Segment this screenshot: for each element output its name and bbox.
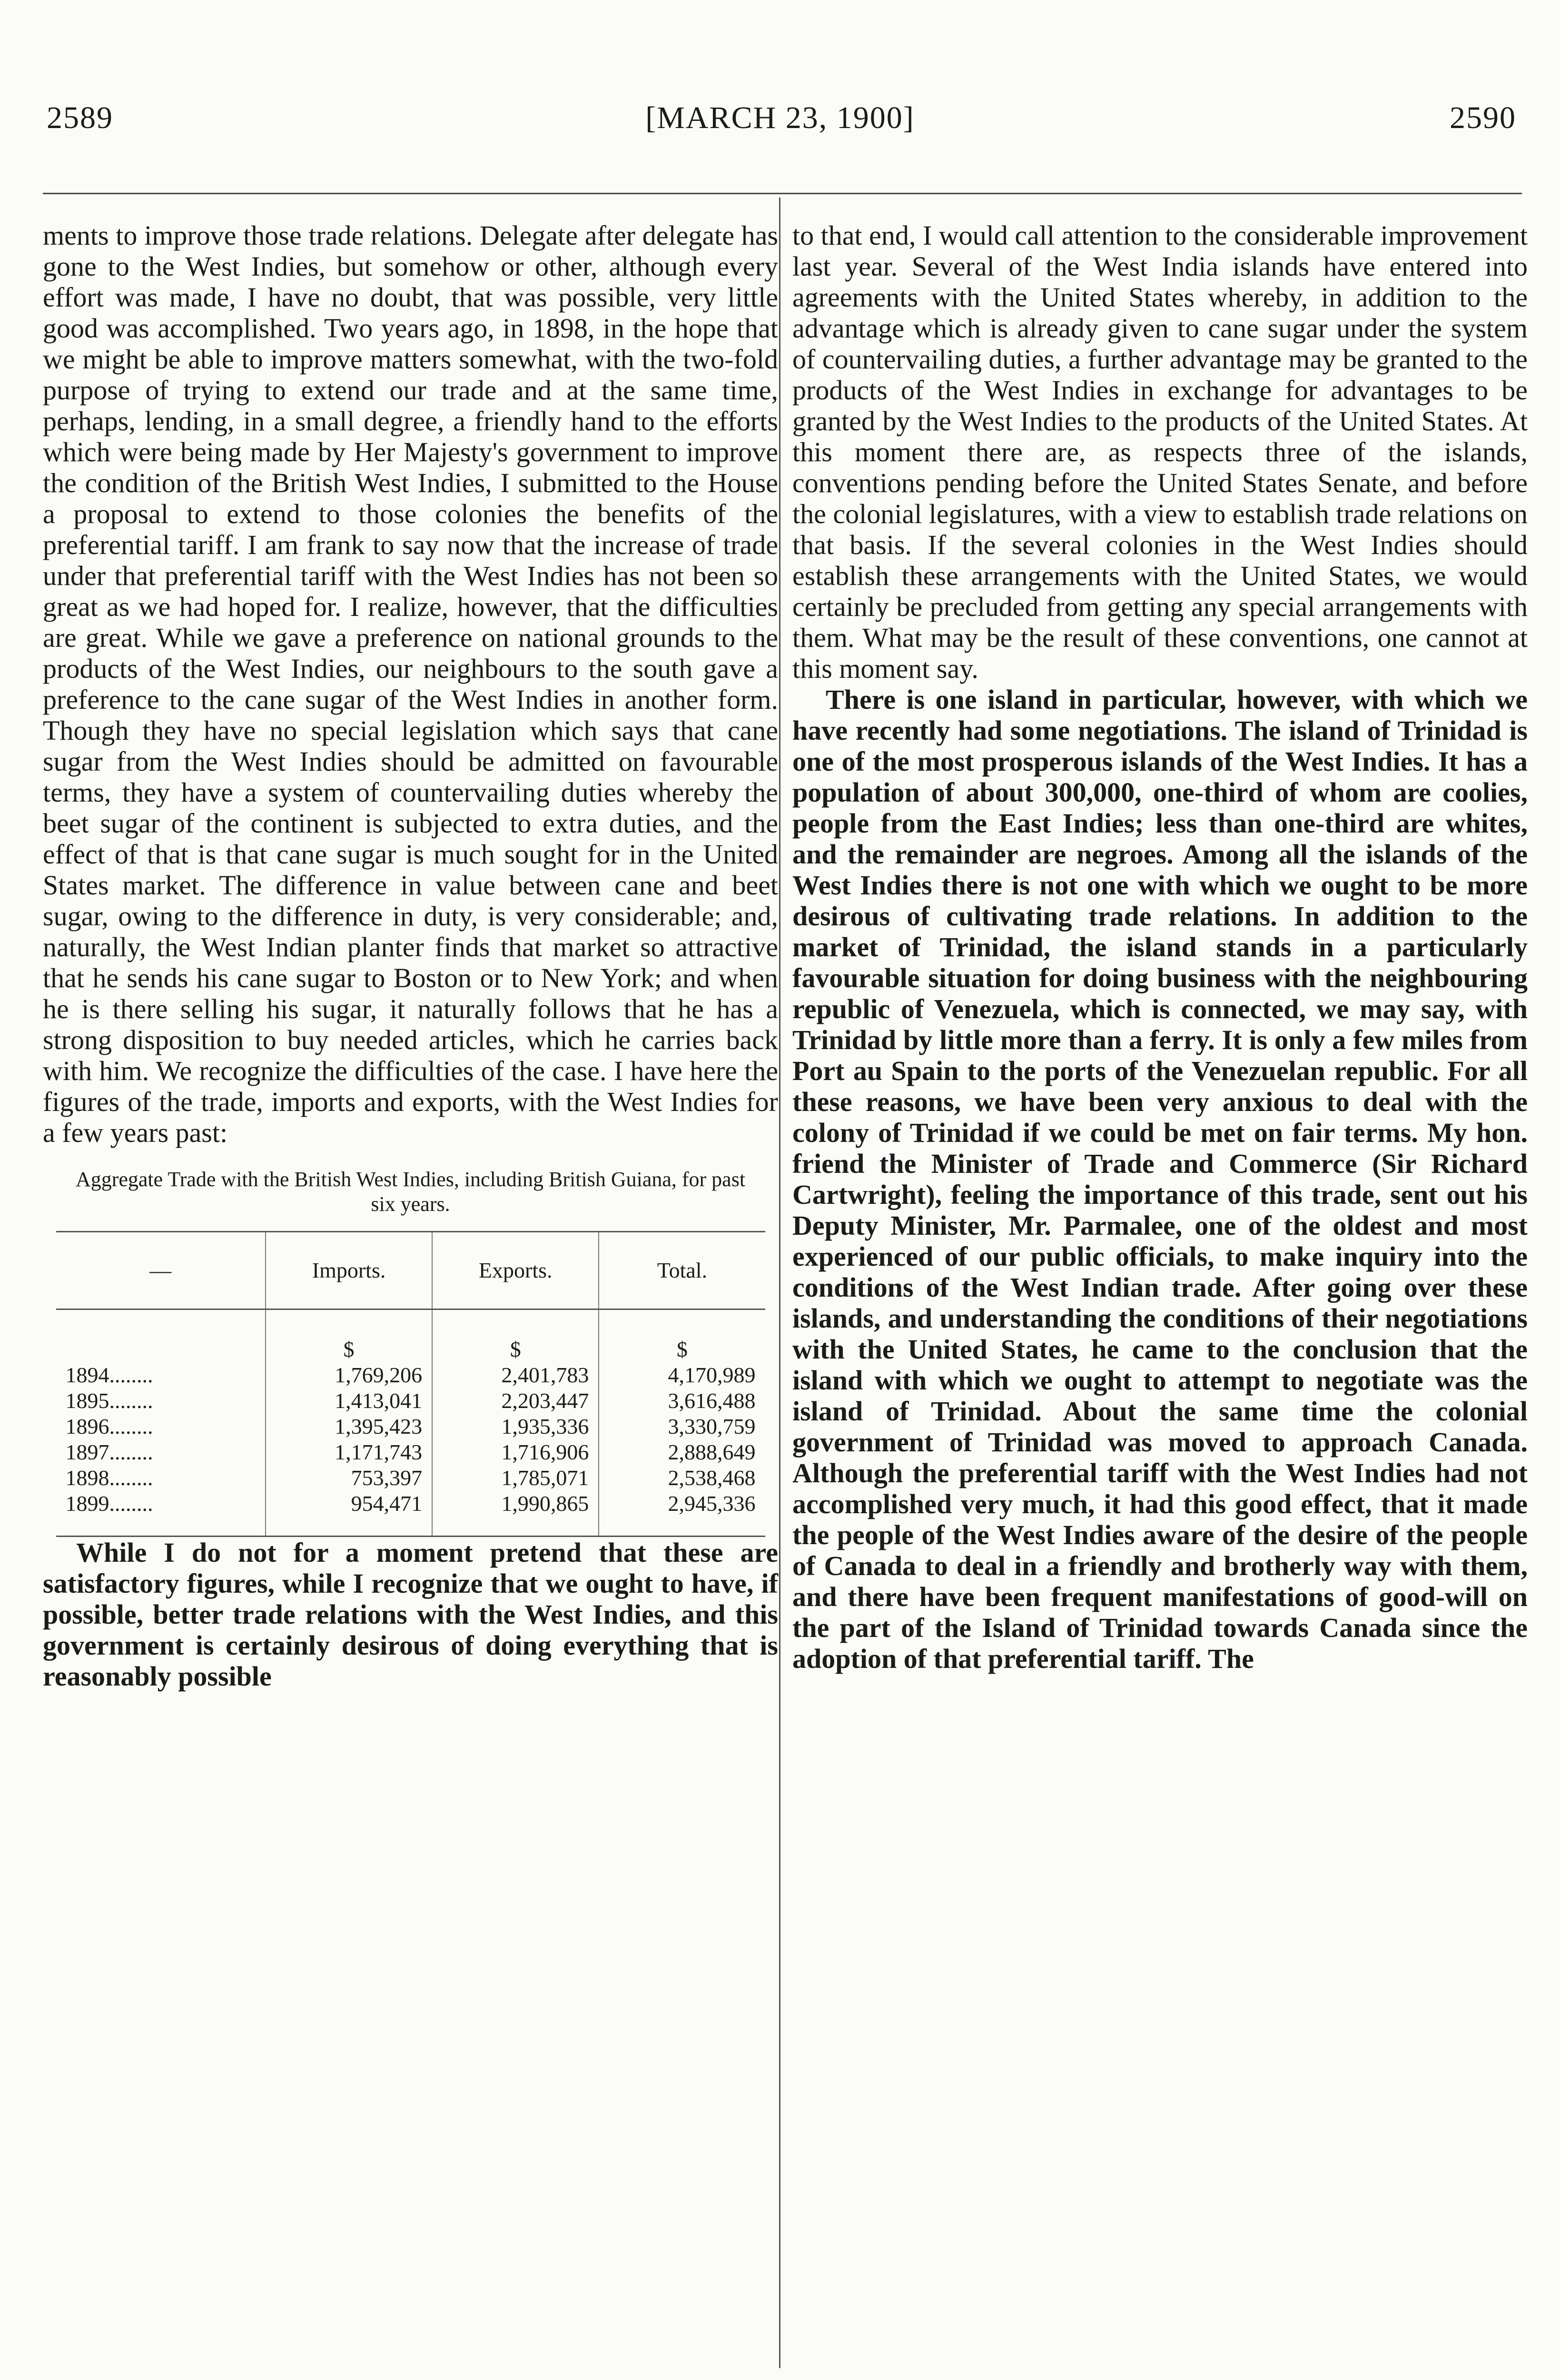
table-row [56,1362,765,1388]
table-cell: 2,538,468 [599,1465,765,1491]
table-cell: 1,395,423 [266,1414,432,1439]
page-date-header: [MARCH 23, 1900] [645,100,915,135]
table-header-imports: Imports. [266,1232,432,1309]
table-cell: 1897........ [65,1440,153,1464]
column-divider [779,198,780,2368]
table-header-total: Total. [599,1232,765,1309]
right-paragraph-1: to that end, I would call attention to the considerable improvement last year. Several of the West India islands have entered into agreements with the United States whereby, in addition to the advantage which is already given to cane sugar under the system of countervailing duties, a further advantage may be granted to the products of the West Indies in exchange for advantages to be granted by the West Indies to the products of the United States. At this moment there are, as respects three of the islands, conventions pending before the United States Senate, and before the colonial legislatures, with a view to establish trade relations on that basis. If the several colonies in the West Indies should establish these arrangements with the United States, we would certainly be precluded from getting any special arrangements with them. What may be the result of these conventions, one cannot at this moment say. [792,220,1528,684]
right-paragraph-2: There is one island in particular, however, with which we have recently had some negotiations. The island of Trinidad is one of the most prosperous islands of the West Indies. It has a population of about 300,000, one-third of whom are coolies, people from the East Indies; less than one-third are whites, and the remainder are negroes. Among all the islands of the West Indies there is not one with which we ought to be more desirous of cultivating trade relations. In addition to the market of Trinidad, the island stands in a particularly favourable situation for doing business with the neighbouring republic of Venezuela, which is connected, we may say, with Trinidad by little more than a ferry. It is only a few miles from Port au Spain to the ports of the Venezuelan republic. For all these reasons, we have been very anxious to deal with the colony of Trinidad if we could be met on fair terms. My hon. friend the Minister of Trade and Commerce (Sir Richard Cartwright), feeling the importance of this trade, sent out his Deputy Minister, Mr. Parmalee, one of the oldest and most experienced of our public officials, to make inquiry into the conditions of the West Indian trade. After going over these islands, and understanding the conditions of their negotiations with the United States, he came to the conclusion that the island with which we ought to attempt to negotiate was the island of Trinidad. About the same time the colonial government of Trinidad was moved to approach Canada. Although the preferential tariff with the West Indies had not accomplished very much, it had this good effect, that it made the people of the West Indies aware of the desire of the people of Canada to deal in a friendly and brotherly way with them, and there have been frequent manifestations of good-will on the part of the Island of Trinidad towards Canada since the adoption of that preferential tariff. The [792,684,1528,1674]
table-cell: 4,170,989 [599,1362,765,1388]
table-row [56,1388,765,1414]
table-cell: 1,990,865 [432,1491,599,1537]
table-cell: $ [599,1309,765,1363]
page-number-right: 2590 [1450,100,1516,135]
table-cell: 2,888,649 [599,1439,765,1465]
table-cell: 1,171,743 [266,1439,432,1465]
table-header-blank: — [56,1232,266,1309]
table-row [56,1439,765,1465]
table-row [56,1491,765,1537]
table-cell: 954,471 [266,1491,432,1537]
table-cell: 1894........ [65,1363,153,1387]
right-column [792,220,1528,1674]
table-cell: 1895........ [65,1388,153,1413]
table-cell: 3,330,759 [599,1414,765,1439]
table-cell: $ [432,1309,599,1363]
left-paragraph-2: While I do not for a moment pretend that these are satisfactory figures, while I recognize that we ought to have, if possible, better trade relations with the West Indies, and this government is certainly desirous of doing everything that is reasonably possible [43,1537,778,1692]
header-rule [43,193,1522,194]
table-cell: $ [266,1309,432,1363]
table-units-row [56,1309,765,1363]
left-paragraph-1: ments to improve those trade relations. Delegate after delegate has gone to the West Indies, but somehow or other, although every effort was made, I have no doubt, that was possible, very little good was accomplished. Two years ago, in 1898, in the hope that we might be able to improve matters somewhat, with the two-fold purpose of trying to extend our trade and at the same time, perhaps, lending, in a small degree, a friendly hand to the efforts which were being made by Her Majesty's government to improve the condition of the British West Indies, I submitted to the House a proposal to extend to those colonies the benefits of the preferential tariff. I am frank to say now that the increase of trade under that preferential tariff with the West Indies has not been so great as we had hoped for. I realize, however, that the difficulties are great. While we gave a preference on national grounds to the products of the West Indies, our neighbours to the south gave a preference to the cane sugar of the West Indies in another form. Though they have no special legislation which says that cane sugar from the West Indies should be admitted on favourable terms, they have a system of countervailing duties whereby the beet sugar of the continent is subjected to extra duties, and the effect of that is that cane sugar is much sought for in the United States market. The difference in value between cane and beet sugar, owing to the difference in duty, is very considerable; and, naturally, the West Indian planter finds that market so attractive that he sends his cane sugar to Boston or to New York; and when he is there selling his sugar, it naturally follows that he has a strong disposition to buy needed articles, which he carries back with him. We recognize the difficulties of the case. I have here the figures of the trade, imports and exports, with the West Indies for a few years past: [43,220,778,1148]
table-cell: 1,935,336 [432,1414,599,1439]
table-header-exports: Exports. [432,1232,599,1309]
trade-table [56,1231,765,1537]
table-cell: 3,616,488 [599,1388,765,1414]
table-cell: 1898........ [65,1466,153,1490]
table-caption: Aggregate Trade with the British West Indies, including British Guiana, for past six years. [75,1168,746,1216]
table-cell: 1,785,071 [432,1465,599,1491]
table-cell: 2,945,336 [599,1491,765,1537]
table-cell: 1896........ [65,1414,153,1438]
table-cell: 1899........ [56,1491,266,1537]
table-cell: 2,401,783 [432,1362,599,1388]
page-number-left: 2589 [47,100,113,135]
table-header-row [56,1232,765,1309]
table-cell: 1,716,906 [432,1439,599,1465]
table-cell: 753,397 [266,1465,432,1491]
table-row [56,1414,765,1439]
table-cell [56,1309,266,1363]
table-cell: 2,203,447 [432,1388,599,1414]
table-cell: 1,413,041 [266,1388,432,1414]
table-cell: 1,769,206 [266,1362,432,1388]
table-row [56,1465,765,1491]
left-column [43,220,778,1692]
